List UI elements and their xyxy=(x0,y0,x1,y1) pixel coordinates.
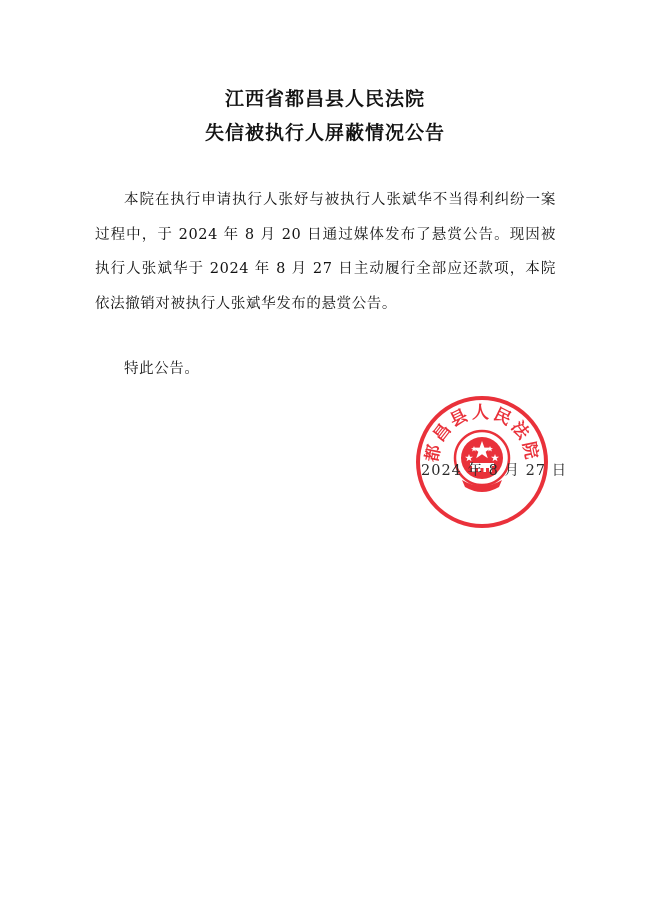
seal-text: 都昌县人民法院 xyxy=(422,402,542,464)
closing-statement: 特此公告。 xyxy=(124,361,200,377)
document-title-court: 江西省都昌县人民法院 xyxy=(224,88,425,110)
notice-body-paragraph: 本院在执行申请执行人张妤与被执行人张斌华不当得利纠纷一案过程中，于 2024 年 8 月 20 日通过媒体发布了悬赏公告。现因被执行人张斌华于 2024 年 8 月 27 日主动履行全部应还款项，本院依法撤销对被执行人张斌华发布的悬赏公告。 xyxy=(95,192,556,312)
document-title-notice: 失信被执行人屏蔽情况公告 xyxy=(204,122,445,144)
document-date: 2024 年 8 月 27 日 xyxy=(421,463,568,479)
